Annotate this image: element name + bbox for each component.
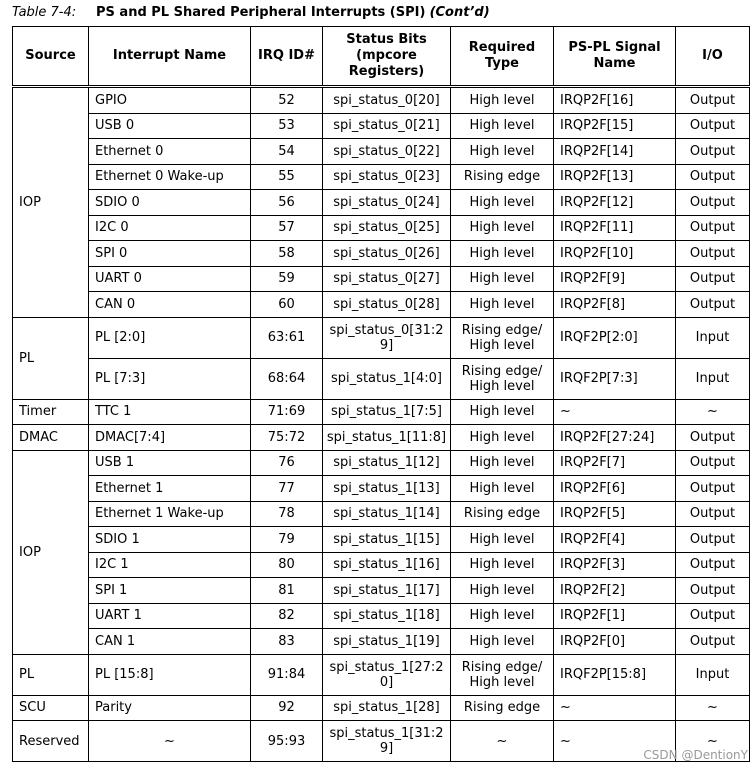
interrupt-name-cell: Parity [89,695,251,721]
irq-id-cell: 52 [251,87,323,114]
irq-id-cell: 77 [251,476,323,502]
irq-id-cell: 75:72 [251,425,323,451]
io-cell: Output [676,215,750,241]
table-row [13,164,750,190]
interrupt-name-cell: USB 0 [89,113,251,139]
table-row [13,113,750,139]
table-row [13,425,750,451]
signal-name-cell: IRQF2P[15:8] [554,654,676,695]
io-cell: ~ [676,695,750,721]
irq-id-cell: 56 [251,190,323,216]
status-bits-cell: spi_status_1[27:20] [323,654,451,695]
status-bits-cell: spi_status_1[12] [323,450,451,476]
table-row [13,552,750,578]
status-bits-cell: spi_status_1[4:0] [323,358,451,399]
interrupt-name-cell: Ethernet 1 Wake-up [89,501,251,527]
irq-id-cell: 79 [251,527,323,553]
signal-name-cell: IRQP2F[27:24] [554,425,676,451]
required-type-cell: High level [451,113,554,139]
table-row [13,190,750,216]
source-cell: PL [13,654,89,695]
required-type-cell: High level [451,139,554,165]
interrupt-name-cell: I2C 1 [89,552,251,578]
irq-id-cell: 80 [251,552,323,578]
source-cell: IOP [13,450,89,654]
signal-name-cell: IRQP2F[7] [554,450,676,476]
required-type-cell: High level [451,603,554,629]
status-bits-cell: spi_status_1[15] [323,527,451,553]
irq-id-cell: 91:84 [251,654,323,695]
table-row [13,87,750,114]
interrupt-name-cell: SPI 1 [89,578,251,604]
status-bits-cell: spi_status_0[24] [323,190,451,216]
signal-name-cell: IRQP2F[13] [554,164,676,190]
status-bits-cell: spi_status_0[21] [323,113,451,139]
required-type-cell: High level [451,629,554,655]
source-cell: Reserved [13,721,89,762]
irq-id-cell: 54 [251,139,323,165]
interrupt-name-cell: SDIO 1 [89,527,251,553]
status-bits-cell: spi_status_1[31:29] [323,721,451,762]
header-required-type: Required Type [451,27,554,87]
table-row [13,476,750,502]
io-cell: Input [676,358,750,399]
required-type-cell: Rising edge/ High level [451,654,554,695]
interrupt-name-cell: I2C 0 [89,215,251,241]
io-cell: Output [676,113,750,139]
required-type-cell: High level [451,578,554,604]
irq-id-cell: 78 [251,501,323,527]
irq-id-cell: 76 [251,450,323,476]
signal-name-cell: IRQP2F[3] [554,552,676,578]
io-cell: Output [676,476,750,502]
table-continued: (Cont’d) [429,5,490,20]
io-cell: Output [676,552,750,578]
interrupt-name-cell: PL [15:8] [89,654,251,695]
status-bits-cell: spi_status_1[14] [323,501,451,527]
signal-name-cell: IRQP2F[8] [554,292,676,318]
irq-id-cell: 55 [251,164,323,190]
table-row [13,721,750,762]
status-bits-cell: spi_status_0[20] [323,87,451,114]
interrupt-name-cell: PL [7:3] [89,358,251,399]
signal-name-cell: IRQP2F[1] [554,603,676,629]
io-cell: Output [676,292,750,318]
signal-name-cell: IRQP2F[2] [554,578,676,604]
interrupt-name-cell: ~ [89,721,251,762]
interrupt-name-cell: SDIO 0 [89,190,251,216]
source-cell: Timer [13,399,89,425]
io-cell: ~ [676,721,750,762]
interrupt-name-cell: DMAC[7:4] [89,425,251,451]
required-type-cell: High level [451,266,554,292]
source-cell: IOP [13,87,89,318]
table-row [13,654,750,695]
table-row [13,450,750,476]
interrupt-name-cell: SPI 0 [89,241,251,267]
status-bits-cell: spi_status_0[23] [323,164,451,190]
interrupt-name-cell: Ethernet 1 [89,476,251,502]
signal-name-cell: IRQF2P[7:3] [554,358,676,399]
signal-name-cell: ~ [554,721,676,762]
io-cell: Input [676,317,750,358]
required-type-cell: Rising edge [451,501,554,527]
table-row [13,629,750,655]
table-row [13,358,750,399]
signal-name-cell: IRQP2F[15] [554,113,676,139]
table-row [13,292,750,318]
interrupt-name-cell: USB 1 [89,450,251,476]
required-type-cell: Rising edge/ High level [451,358,554,399]
io-cell: Output [676,139,750,165]
required-type-cell: High level [451,527,554,553]
required-type-cell: High level [451,190,554,216]
table-row [13,317,750,358]
header-irq-id: IRQ ID# [251,27,323,87]
table-row [13,215,750,241]
signal-name-cell: IRQP2F[11] [554,215,676,241]
interrupt-name-cell: Ethernet 0 Wake-up [89,164,251,190]
table-title: PS and PL Shared Peripheral Interrupts (SPI) [96,5,426,20]
io-cell: Output [676,266,750,292]
irq-id-cell: 71:69 [251,399,323,425]
irq-id-cell: 68:64 [251,358,323,399]
irq-id-cell: 83 [251,629,323,655]
io-cell: Output [676,241,750,267]
signal-name-cell: IRQP2F[14] [554,139,676,165]
required-type-cell: Rising edge [451,695,554,721]
status-bits-cell: spi_status_1[18] [323,603,451,629]
io-cell: Output [676,87,750,114]
header-signal-name: PS-PL Signal Name [554,27,676,87]
header-interrupt-name: Interrupt Name [89,27,251,87]
required-type-cell: Rising edge/ High level [451,317,554,358]
irq-id-cell: 63:61 [251,317,323,358]
io-cell: Output [676,425,750,451]
header-io: I/O [676,27,750,87]
status-bits-cell: spi_status_0[27] [323,266,451,292]
irq-id-cell: 58 [251,241,323,267]
io-cell: Output [676,190,750,216]
status-bits-cell: spi_status_0[25] [323,215,451,241]
table-row [13,266,750,292]
table-caption [12,3,490,23]
signal-name-cell: IRQP2F[10] [554,241,676,267]
required-type-cell: ~ [451,721,554,762]
interrupt-name-cell: TTC 1 [89,399,251,425]
irq-id-cell: 82 [251,603,323,629]
signal-name-cell: IRQP2F[6] [554,476,676,502]
interrupt-name-cell: Ethernet 0 [89,139,251,165]
irq-id-cell: 59 [251,266,323,292]
status-bits-cell: spi_status_0[26] [323,241,451,267]
io-cell: ~ [676,399,750,425]
spi-interrupt-table [12,26,750,762]
header-source: Source [13,27,89,87]
table-number: Table 7-4: [12,5,77,20]
interrupt-name-cell: GPIO [89,87,251,114]
io-cell: Output [676,603,750,629]
table-row [13,501,750,527]
source-cell: SCU [13,695,89,721]
watermark: CSDN @DentionY [643,748,748,762]
irq-id-cell: 95:93 [251,721,323,762]
signal-name-cell: IRQP2F[0] [554,629,676,655]
interrupt-name-cell: CAN 0 [89,292,251,318]
required-type-cell: High level [451,215,554,241]
required-type-cell: High level [451,399,554,425]
signal-name-cell: IRQP2F[16] [554,87,676,114]
status-bits-cell: spi_status_1[28] [323,695,451,721]
required-type-cell: High level [451,425,554,451]
required-type-cell: Rising edge [451,164,554,190]
irq-id-cell: 53 [251,113,323,139]
irq-id-cell: 81 [251,578,323,604]
status-bits-cell: spi_status_1[16] [323,552,451,578]
table-row [13,241,750,267]
required-type-cell: High level [451,87,554,114]
interrupt-name-cell: CAN 1 [89,629,251,655]
io-cell: Output [676,164,750,190]
irq-id-cell: 57 [251,215,323,241]
signal-name-cell: ~ [554,399,676,425]
io-cell: Output [676,450,750,476]
table-row [13,527,750,553]
irq-id-cell: 92 [251,695,323,721]
status-bits-cell: spi_status_1[13] [323,476,451,502]
signal-name-cell: IRQP2F[12] [554,190,676,216]
status-bits-cell: spi_status_0[28] [323,292,451,318]
status-bits-cell: spi_status_1[7:5] [323,399,451,425]
table-row [13,399,750,425]
status-bits-cell: spi_status_1[19] [323,629,451,655]
signal-name-cell: ~ [554,695,676,721]
io-cell: Output [676,578,750,604]
irq-id-cell: 60 [251,292,323,318]
required-type-cell: High level [451,241,554,267]
interrupt-name-cell: UART 1 [89,603,251,629]
interrupt-name-cell: UART 0 [89,266,251,292]
io-cell: Input [676,654,750,695]
signal-name-cell: IRQP2F[9] [554,266,676,292]
interrupt-name-cell: PL [2:0] [89,317,251,358]
status-bits-cell: spi_status_1[11:8] [323,425,451,451]
source-cell: DMAC [13,425,89,451]
source-cell: PL [13,317,89,399]
table-row [13,578,750,604]
status-bits-cell: spi_status_0[22] [323,139,451,165]
io-cell: Output [676,501,750,527]
signal-name-cell: IRQP2F[4] [554,527,676,553]
status-bits-cell: spi_status_1[17] [323,578,451,604]
table-row [13,139,750,165]
io-cell: Output [676,629,750,655]
status-bits-cell: spi_status_0[31:29] [323,317,451,358]
required-type-cell: High level [451,292,554,318]
table-row [13,695,750,721]
header-status-bits: Status Bits (mpcore Registers) [323,27,451,87]
required-type-cell: High level [451,450,554,476]
header-row [13,27,750,87]
table-row [13,603,750,629]
signal-name-cell: IRQF2P[2:0] [554,317,676,358]
required-type-cell: High level [451,552,554,578]
required-type-cell: High level [451,476,554,502]
signal-name-cell: IRQP2F[5] [554,501,676,527]
io-cell: Output [676,527,750,553]
